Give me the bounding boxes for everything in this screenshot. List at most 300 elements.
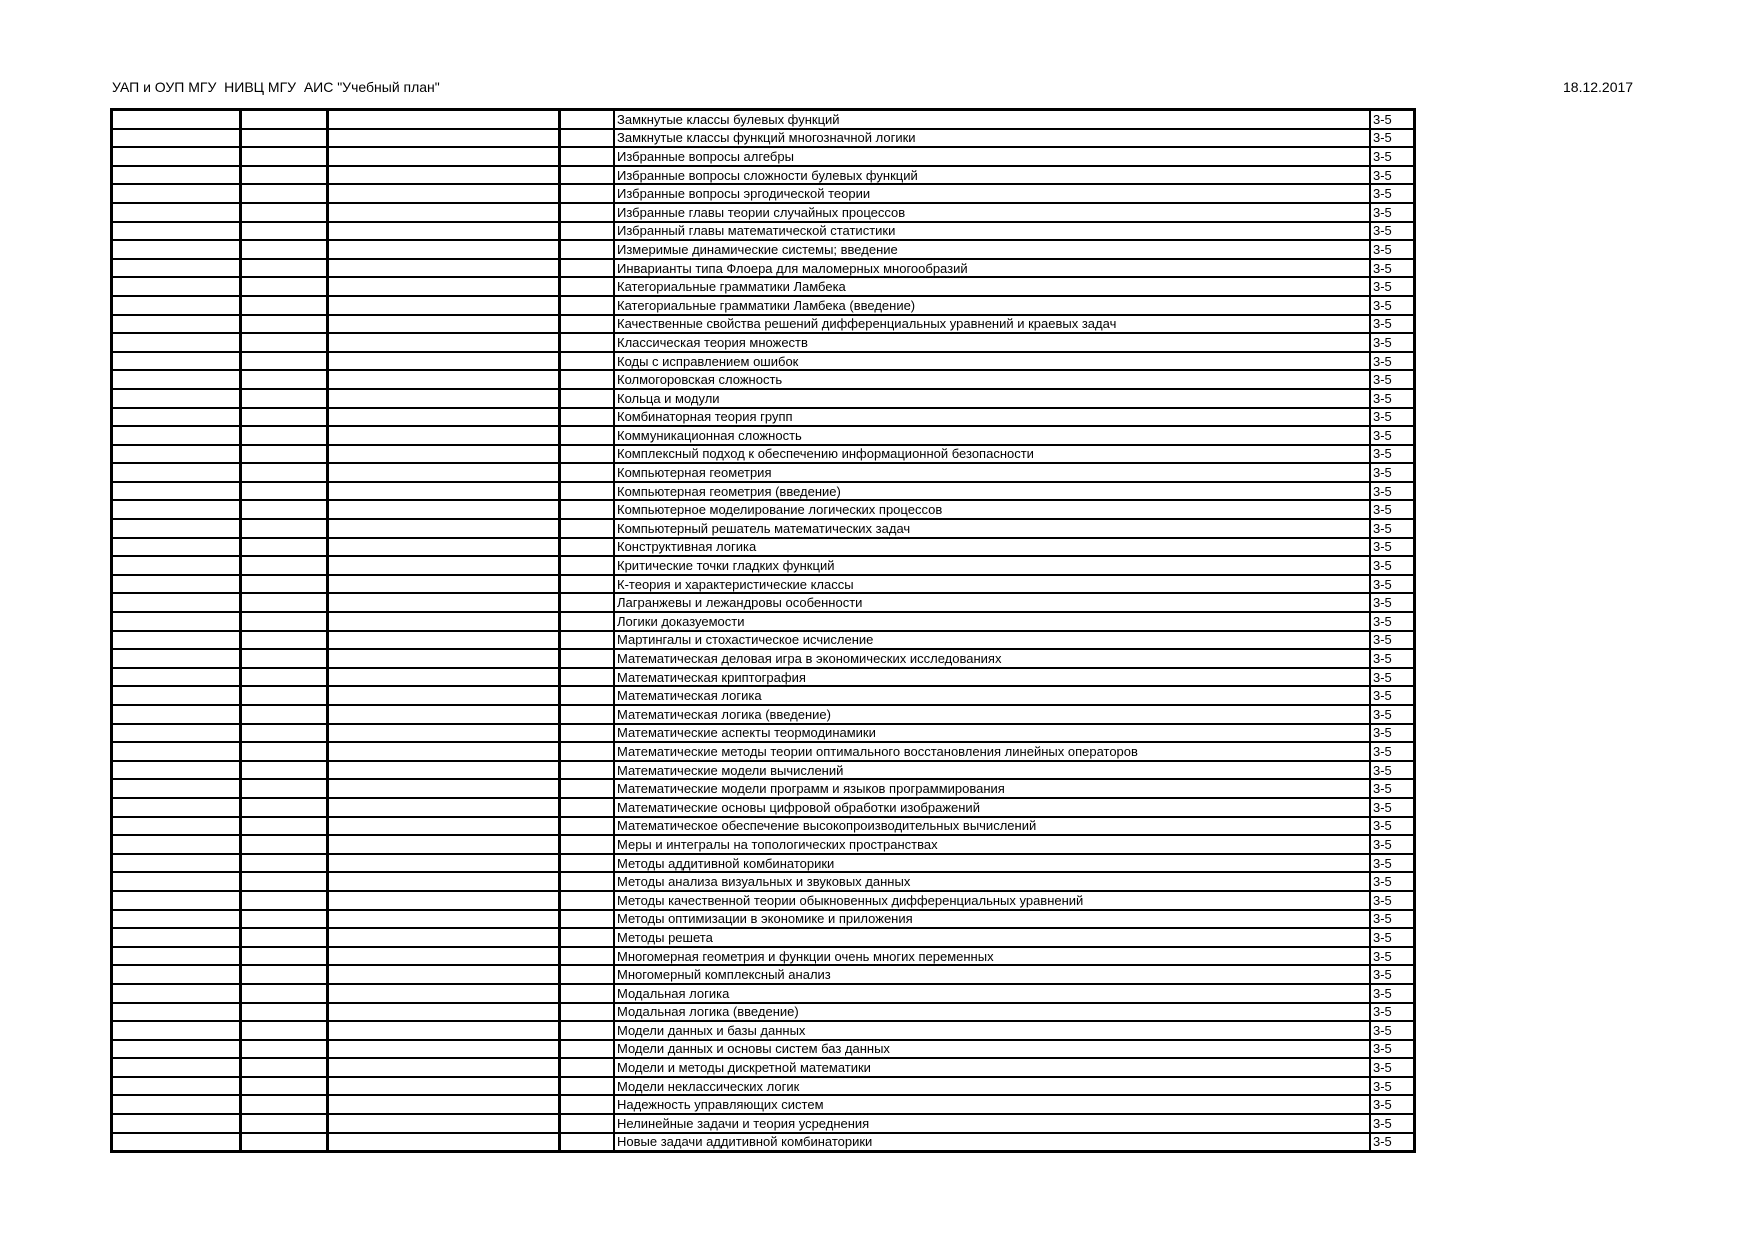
curriculum-table-body	[112, 110, 1415, 1152]
semesters-cell: 3-5	[1370, 463, 1415, 482]
empty-cell	[112, 724, 241, 743]
course-name-cell: Модели данных и базы данных	[614, 1021, 1370, 1040]
empty-cell	[241, 1114, 328, 1133]
semesters-cell: 3-5	[1370, 389, 1415, 408]
course-name-cell: Математические основы цифровой обработки изображений	[614, 798, 1370, 817]
table-row	[112, 315, 1415, 334]
empty-cell	[112, 240, 241, 259]
course-name-cell: Избранные вопросы алгебры	[614, 147, 1370, 166]
empty-cell	[241, 947, 328, 966]
course-name-cell: Нелинейные задачи и теория усреднения	[614, 1114, 1370, 1133]
empty-cell	[560, 761, 615, 780]
empty-cell	[328, 1077, 560, 1096]
empty-cell	[241, 538, 328, 557]
empty-cell	[328, 482, 560, 501]
empty-cell	[560, 184, 615, 203]
empty-cell	[241, 965, 328, 984]
semesters-cell: 3-5	[1370, 891, 1415, 910]
empty-cell	[241, 817, 328, 836]
empty-cell	[328, 835, 560, 854]
empty-cell	[112, 296, 241, 315]
semesters-cell: 3-5	[1370, 538, 1415, 557]
empty-cell	[560, 575, 615, 594]
empty-cell	[241, 612, 328, 631]
course-name-cell: Избранные вопросы эргодической теории	[614, 184, 1370, 203]
course-name-cell: Математические модели программ и языков программирования	[614, 779, 1370, 798]
course-name-cell: Категориальные грамматики Ламбека	[614, 277, 1370, 296]
empty-cell	[112, 798, 241, 817]
empty-cell	[328, 984, 560, 1003]
empty-cell	[328, 928, 560, 947]
course-name-cell: Модальная логика	[614, 984, 1370, 1003]
empty-cell	[560, 147, 615, 166]
empty-cell	[241, 370, 328, 389]
course-name-cell: Методы анализа визуальных и звуковых данных	[614, 872, 1370, 891]
course-name-cell: Многомерный комплексный анализ	[614, 965, 1370, 984]
table-row	[112, 519, 1415, 538]
empty-cell	[328, 166, 560, 185]
empty-cell	[560, 817, 615, 836]
empty-cell	[241, 556, 328, 575]
table-row	[112, 854, 1415, 873]
course-name-cell: Замкнутые классы булевых функций	[614, 110, 1370, 129]
empty-cell	[560, 1021, 615, 1040]
empty-cell	[328, 1114, 560, 1133]
empty-cell	[328, 817, 560, 836]
empty-cell	[328, 463, 560, 482]
empty-cell	[241, 742, 328, 761]
empty-cell	[112, 333, 241, 352]
semesters-cell: 3-5	[1370, 947, 1415, 966]
empty-cell	[241, 631, 328, 650]
course-name-cell: Методы аддитивной комбинаторики	[614, 854, 1370, 873]
empty-cell	[328, 296, 560, 315]
semesters-cell: 3-5	[1370, 110, 1415, 129]
empty-cell	[560, 947, 615, 966]
empty-cell	[112, 835, 241, 854]
empty-cell	[241, 761, 328, 780]
semesters-cell: 3-5	[1370, 928, 1415, 947]
empty-cell	[112, 445, 241, 464]
empty-cell	[560, 1058, 615, 1077]
empty-cell	[328, 129, 560, 148]
empty-cell	[241, 928, 328, 947]
empty-cell	[328, 500, 560, 519]
table-row	[112, 166, 1415, 185]
course-name-cell: Избранный главы математической статистики	[614, 222, 1370, 241]
curriculum-table	[110, 108, 1416, 1153]
empty-cell	[112, 370, 241, 389]
course-name-cell: Качественные свойства решений дифференциальных уравнений и краевых задач	[614, 315, 1370, 334]
empty-cell	[112, 817, 241, 836]
table-row	[112, 872, 1415, 891]
table-row	[112, 891, 1415, 910]
course-name-cell: Категориальные грамматики Ламбека (введение)	[614, 296, 1370, 315]
empty-cell	[112, 928, 241, 947]
table-row	[112, 482, 1415, 501]
empty-cell	[560, 668, 615, 687]
empty-cell	[112, 910, 241, 929]
empty-cell	[241, 445, 328, 464]
empty-cell	[560, 389, 615, 408]
table-row	[112, 408, 1415, 427]
semesters-cell: 3-5	[1370, 166, 1415, 185]
semesters-cell: 3-5	[1370, 649, 1415, 668]
table-row	[112, 389, 1415, 408]
empty-cell	[560, 1077, 615, 1096]
empty-cell	[560, 910, 615, 929]
course-name-cell: Меры и интегралы на топологических пространствах	[614, 835, 1370, 854]
empty-cell	[328, 612, 560, 631]
empty-cell	[241, 724, 328, 743]
table-row	[112, 277, 1415, 296]
empty-cell	[328, 761, 560, 780]
empty-cell	[112, 593, 241, 612]
empty-cell	[328, 147, 560, 166]
empty-cell	[560, 370, 615, 389]
empty-cell	[112, 705, 241, 724]
course-name-cell: Математические методы теории оптимального восстановления линейных операторов	[614, 742, 1370, 761]
course-name-cell: Надежность управляющих систем	[614, 1095, 1370, 1114]
empty-cell	[241, 984, 328, 1003]
empty-cell	[241, 240, 328, 259]
empty-cell	[328, 110, 560, 129]
semesters-cell: 3-5	[1370, 1133, 1415, 1152]
empty-cell	[112, 259, 241, 278]
semesters-cell: 3-5	[1370, 333, 1415, 352]
empty-cell	[241, 222, 328, 241]
course-name-cell: Методы решета	[614, 928, 1370, 947]
empty-cell	[328, 798, 560, 817]
table-row	[112, 631, 1415, 650]
empty-cell	[241, 426, 328, 445]
table-row	[112, 556, 1415, 575]
table-row	[112, 1003, 1415, 1022]
semesters-cell: 3-5	[1370, 872, 1415, 891]
course-name-cell: Методы качественной теории обыкновенных дифференциальных уравнений	[614, 891, 1370, 910]
table-row	[112, 928, 1415, 947]
empty-cell	[112, 1077, 241, 1096]
empty-cell	[328, 556, 560, 575]
course-name-cell: Комплексный подход к обеспечению информационной безопасности	[614, 445, 1370, 464]
empty-cell	[328, 408, 560, 427]
empty-cell	[560, 1040, 615, 1059]
table-row	[112, 1021, 1415, 1040]
semesters-cell: 3-5	[1370, 798, 1415, 817]
empty-cell	[560, 426, 615, 445]
empty-cell	[328, 184, 560, 203]
table-row	[112, 761, 1415, 780]
empty-cell	[560, 445, 615, 464]
semesters-cell: 3-5	[1370, 482, 1415, 501]
empty-cell	[328, 854, 560, 873]
course-name-cell: Конструктивная логика	[614, 538, 1370, 557]
course-name-cell: Математическая криптография	[614, 668, 1370, 687]
semesters-cell: 3-5	[1370, 910, 1415, 929]
document-date: 18.12.2017	[1563, 79, 1634, 95]
course-name-cell: Колмогоровская сложность	[614, 370, 1370, 389]
table-row	[112, 1133, 1415, 1152]
table-row	[112, 724, 1415, 743]
empty-cell	[328, 1003, 560, 1022]
empty-cell	[241, 872, 328, 891]
empty-cell	[328, 965, 560, 984]
semesters-cell: 3-5	[1370, 556, 1415, 575]
semesters-cell: 3-5	[1370, 315, 1415, 334]
table-row	[112, 910, 1415, 929]
table-row	[112, 240, 1415, 259]
empty-cell	[328, 259, 560, 278]
empty-cell	[241, 593, 328, 612]
course-name-cell: Компьютерное моделирование логических процессов	[614, 500, 1370, 519]
empty-cell	[560, 129, 615, 148]
course-name-cell: Кольца и модули	[614, 389, 1370, 408]
empty-cell	[560, 798, 615, 817]
empty-cell	[241, 315, 328, 334]
empty-cell	[241, 296, 328, 315]
semesters-cell: 3-5	[1370, 965, 1415, 984]
course-name-cell: Модели и методы дискретной математики	[614, 1058, 1370, 1077]
empty-cell	[328, 277, 560, 296]
empty-cell	[112, 538, 241, 557]
table-row	[112, 649, 1415, 668]
empty-cell	[328, 593, 560, 612]
empty-cell	[560, 296, 615, 315]
empty-cell	[560, 779, 615, 798]
course-name-cell: Комбинаторная теория групп	[614, 408, 1370, 427]
empty-cell	[560, 556, 615, 575]
semesters-cell: 3-5	[1370, 1114, 1415, 1133]
empty-cell	[560, 222, 615, 241]
empty-cell	[328, 575, 560, 594]
empty-cell	[241, 1040, 328, 1059]
empty-cell	[328, 1021, 560, 1040]
empty-cell	[112, 649, 241, 668]
empty-cell	[112, 668, 241, 687]
empty-cell	[112, 222, 241, 241]
empty-cell	[241, 519, 328, 538]
empty-cell	[112, 1114, 241, 1133]
course-name-cell: Классическая теория множеств	[614, 333, 1370, 352]
empty-cell	[112, 891, 241, 910]
empty-cell	[560, 649, 615, 668]
table-row	[112, 352, 1415, 371]
table-row	[112, 259, 1415, 278]
table-row	[112, 798, 1415, 817]
empty-cell	[328, 631, 560, 650]
empty-cell	[560, 593, 615, 612]
empty-cell	[328, 538, 560, 557]
table-row	[112, 779, 1415, 798]
table-row	[112, 538, 1415, 557]
empty-cell	[560, 463, 615, 482]
semesters-cell: 3-5	[1370, 426, 1415, 445]
document-header-title: УАП и ОУП МГУ НИВЦ МГУ АИС "Учебный план"	[112, 79, 440, 95]
course-name-cell: Многомерная геометрия и функции очень многих переменных	[614, 947, 1370, 966]
empty-cell	[328, 1095, 560, 1114]
empty-cell	[112, 184, 241, 203]
table-row	[112, 835, 1415, 854]
empty-cell	[112, 965, 241, 984]
table-row	[112, 965, 1415, 984]
course-name-cell: Новые задачи аддитивной комбинаторики	[614, 1133, 1370, 1152]
semesters-cell: 3-5	[1370, 593, 1415, 612]
empty-cell	[560, 724, 615, 743]
empty-cell	[112, 408, 241, 427]
empty-cell	[112, 854, 241, 873]
empty-cell	[112, 1040, 241, 1059]
empty-cell	[112, 277, 241, 296]
empty-cell	[328, 315, 560, 334]
course-name-cell: Компьютерная геометрия	[614, 463, 1370, 482]
table-row	[112, 184, 1415, 203]
empty-cell	[241, 389, 328, 408]
semesters-cell: 3-5	[1370, 1077, 1415, 1096]
empty-cell	[241, 668, 328, 687]
empty-cell	[328, 1133, 560, 1152]
table-row	[112, 222, 1415, 241]
empty-cell	[112, 110, 241, 129]
table-row	[112, 129, 1415, 148]
semesters-cell: 3-5	[1370, 147, 1415, 166]
empty-cell	[241, 352, 328, 371]
empty-cell	[560, 612, 615, 631]
empty-cell	[112, 742, 241, 761]
empty-cell	[560, 315, 615, 334]
empty-cell	[112, 315, 241, 334]
table-row	[112, 296, 1415, 315]
empty-cell	[241, 1095, 328, 1114]
empty-cell	[560, 277, 615, 296]
semesters-cell: 3-5	[1370, 129, 1415, 148]
semesters-cell: 3-5	[1370, 184, 1415, 203]
empty-cell	[560, 110, 615, 129]
empty-cell	[241, 1133, 328, 1152]
empty-cell	[328, 333, 560, 352]
empty-cell	[241, 184, 328, 203]
empty-cell	[328, 686, 560, 705]
empty-cell	[328, 910, 560, 929]
empty-cell	[328, 352, 560, 371]
empty-cell	[328, 389, 560, 408]
course-name-cell: Математическая логика	[614, 686, 1370, 705]
empty-cell	[328, 240, 560, 259]
empty-cell	[560, 742, 615, 761]
course-name-cell: Лагранжевы и лежандровы особенности	[614, 593, 1370, 612]
semesters-cell: 3-5	[1370, 1095, 1415, 1114]
table-row	[112, 500, 1415, 519]
semesters-cell: 3-5	[1370, 631, 1415, 650]
semesters-cell: 3-5	[1370, 854, 1415, 873]
course-name-cell: Модели неклассических логик	[614, 1077, 1370, 1096]
table-row	[112, 1058, 1415, 1077]
empty-cell	[241, 277, 328, 296]
table-row	[112, 1095, 1415, 1114]
empty-cell	[560, 835, 615, 854]
empty-cell	[328, 668, 560, 687]
empty-cell	[241, 166, 328, 185]
empty-cell	[241, 482, 328, 501]
table-row	[112, 984, 1415, 1003]
semesters-cell: 3-5	[1370, 984, 1415, 1003]
empty-cell	[241, 147, 328, 166]
semesters-cell: 3-5	[1370, 1021, 1415, 1040]
empty-cell	[241, 110, 328, 129]
semesters-cell: 3-5	[1370, 500, 1415, 519]
empty-cell	[560, 686, 615, 705]
empty-cell	[328, 222, 560, 241]
empty-cell	[112, 147, 241, 166]
course-name-cell: Компьютерная геометрия (введение)	[614, 482, 1370, 501]
course-name-cell: Измеримые динамические системы; введение	[614, 240, 1370, 259]
empty-cell	[112, 482, 241, 501]
empty-cell	[328, 1040, 560, 1059]
empty-cell	[112, 761, 241, 780]
semesters-cell: 3-5	[1370, 222, 1415, 241]
empty-cell	[241, 1058, 328, 1077]
empty-cell	[112, 947, 241, 966]
table-row	[112, 575, 1415, 594]
empty-cell	[241, 649, 328, 668]
semesters-cell: 3-5	[1370, 352, 1415, 371]
semesters-cell: 3-5	[1370, 259, 1415, 278]
course-name-cell: Математические модели вычислений	[614, 761, 1370, 780]
empty-cell	[560, 872, 615, 891]
table-row	[112, 370, 1415, 389]
empty-cell	[560, 203, 615, 222]
empty-cell	[112, 166, 241, 185]
empty-cell	[560, 1003, 615, 1022]
semesters-cell: 3-5	[1370, 203, 1415, 222]
empty-cell	[560, 538, 615, 557]
semesters-cell: 3-5	[1370, 761, 1415, 780]
empty-cell	[328, 779, 560, 798]
table-row	[112, 705, 1415, 724]
empty-cell	[328, 742, 560, 761]
semesters-cell: 3-5	[1370, 724, 1415, 743]
empty-cell	[241, 333, 328, 352]
empty-cell	[112, 872, 241, 891]
empty-cell	[560, 928, 615, 947]
empty-cell	[241, 686, 328, 705]
empty-cell	[328, 426, 560, 445]
empty-cell	[112, 519, 241, 538]
empty-cell	[112, 575, 241, 594]
course-name-cell: Критические точки гладких функций	[614, 556, 1370, 575]
empty-cell	[241, 259, 328, 278]
semesters-cell: 3-5	[1370, 240, 1415, 259]
empty-cell	[328, 649, 560, 668]
empty-cell	[241, 910, 328, 929]
empty-cell	[112, 389, 241, 408]
course-name-cell: Модели данных и основы систем баз данных	[614, 1040, 1370, 1059]
semesters-cell: 3-5	[1370, 277, 1415, 296]
empty-cell	[328, 724, 560, 743]
table-row	[112, 110, 1415, 129]
empty-cell	[328, 519, 560, 538]
empty-cell	[112, 686, 241, 705]
empty-cell	[241, 463, 328, 482]
empty-cell	[560, 1095, 615, 1114]
empty-cell	[112, 352, 241, 371]
empty-cell	[112, 612, 241, 631]
table-row	[112, 742, 1415, 761]
semesters-cell: 3-5	[1370, 370, 1415, 389]
semesters-cell: 3-5	[1370, 575, 1415, 594]
empty-cell	[112, 556, 241, 575]
course-name-cell: Замкнутые классы функций многозначной логики	[614, 129, 1370, 148]
empty-cell	[112, 463, 241, 482]
